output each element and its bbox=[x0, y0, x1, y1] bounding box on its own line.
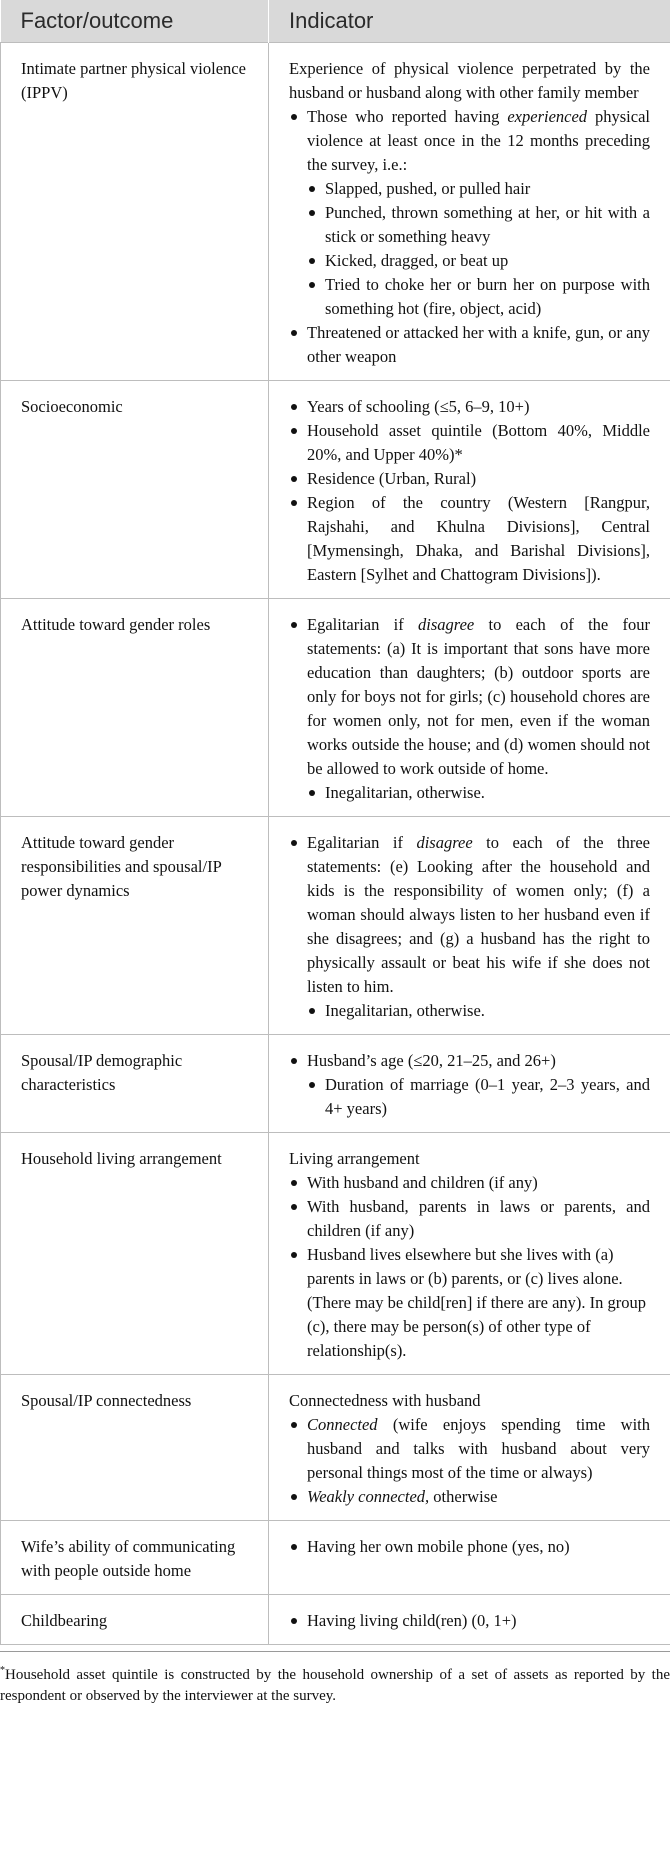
factor-cell: Household living arrangement bbox=[1, 1133, 269, 1375]
factor-cell: Spousal/IP demographic characteristics bbox=[1, 1035, 269, 1133]
table-row bbox=[1, 817, 670, 1035]
sub-bullet-list bbox=[307, 781, 650, 805]
list-item: Husband’s age (≤20, 21–25, and 26+) bbox=[289, 1049, 650, 1073]
bullet-list bbox=[289, 613, 650, 781]
factor-cell: Childbearing bbox=[1, 1595, 269, 1645]
table-row bbox=[1, 43, 670, 381]
header-indicator: Indicator bbox=[269, 0, 670, 43]
list-item: Having living child(ren) (0, 1+) bbox=[289, 1609, 650, 1633]
sub-bullet-list bbox=[307, 177, 650, 321]
table-row bbox=[1, 381, 670, 599]
bullet-list bbox=[289, 1535, 650, 1559]
indicator-cell bbox=[269, 43, 670, 381]
sub-bullet-list bbox=[307, 1073, 650, 1121]
factor-cell: Wife’s ability of communicating with people outside home bbox=[1, 1521, 269, 1595]
list-item: Husband lives elsewhere but she lives with (a) parents in laws or (b) parents, or (c) lives alone. (There may be child[ren] if there are any). In group (c), there may be person(s) of other type of relationship(s). bbox=[289, 1243, 650, 1363]
table-footnote bbox=[0, 1651, 670, 1707]
list-item: With husband and children (if any) bbox=[289, 1171, 650, 1195]
list-item: Kicked, dragged, or beat up bbox=[307, 249, 650, 273]
footnote-text: Household asset quintile is constructed by the household ownership of a set of assets as reported by the respondent or observed by the interviewer at the survey. bbox=[0, 1667, 670, 1704]
bullet-list bbox=[289, 395, 650, 587]
list-item: Residence (Urban, Rural) bbox=[289, 467, 650, 491]
indicator-cell bbox=[269, 1133, 670, 1375]
list-item: With husband, parents in laws or parents, and children (if any) bbox=[289, 1195, 650, 1243]
factor-cell: Attitude toward gender responsibilities and spousal/IP power dynamics bbox=[1, 817, 269, 1035]
indicator-cell bbox=[269, 381, 670, 599]
factor-cell: Spousal/IP connectedness bbox=[1, 1375, 269, 1521]
list-item: Inegalitarian, otherwise. bbox=[307, 999, 650, 1023]
footnote-mark: * bbox=[0, 1665, 5, 1676]
table-row bbox=[1, 1133, 670, 1375]
bullet-list bbox=[289, 831, 650, 999]
list-item: Slapped, pushed, or pulled hair bbox=[307, 177, 650, 201]
indicator-cell bbox=[269, 817, 670, 1035]
factor-cell: Attitude toward gender roles bbox=[1, 599, 269, 817]
factor-cell: Intimate partner physical violence (IPPV) bbox=[1, 43, 269, 381]
indicator-cell bbox=[269, 1375, 670, 1521]
list-item: Egalitarian if disagree to each of the three statements: (e) Looking after the household and kids is the responsibility of women only; (f) a woman should always listen to her husband even if she disagrees; and (g) a husband has the right to physically assault or beat his wife if she does not listen to him. bbox=[289, 831, 650, 999]
bullet-list bbox=[289, 1609, 650, 1633]
table-row bbox=[1, 1375, 670, 1521]
list-item: Inegalitarian, otherwise. bbox=[307, 781, 650, 805]
list-item: Those who reported having experienced physical violence at least once in the 12 months preceding the survey, i.e.: Slapped, pushed, or pulled hair Punched, thrown something at her, or hit with a stick or something heavy Kicked, dragged, or beat up Tried to choke her or burn her on purpose with something hot (fire, object, acid) bbox=[289, 105, 650, 321]
table-row bbox=[1, 1521, 670, 1595]
table-row bbox=[1, 1035, 670, 1133]
list-item: Years of schooling (≤5, 6–9, 10+) bbox=[289, 395, 650, 419]
table-row bbox=[1, 599, 670, 817]
header-factor-outcome: Factor/outcome bbox=[1, 0, 269, 43]
sub-bullet-list bbox=[307, 999, 650, 1023]
indicator-cell bbox=[269, 599, 670, 817]
indicator-cell bbox=[269, 1521, 670, 1595]
indicator-intro: Experience of physical violence perpetrated by the husband or husband along with other family member bbox=[289, 59, 650, 102]
indicator-cell bbox=[269, 1595, 670, 1645]
list-item: Having her own mobile phone (yes, no) bbox=[289, 1535, 650, 1559]
indicator-intro: Living arrangement bbox=[289, 1149, 420, 1168]
list-item: Duration of marriage (0–1 year, 2–3 years, and 4+ years) bbox=[307, 1073, 650, 1121]
bullet-list bbox=[289, 1171, 650, 1363]
list-item: Egalitarian if disagree to each of the four statements: (a) It is important that sons have more education than daughters; (b) outdoor sports are only for boys not for girls; (c) household chores are for women only, not for men, even if the woman works outside the house; and (d) women should not be allowed to work outside of home. bbox=[289, 613, 650, 781]
table-header-row bbox=[1, 0, 670, 43]
factor-cell: Socioeconomic bbox=[1, 381, 269, 599]
bullet-list bbox=[289, 1413, 650, 1509]
indicator-intro: Connectedness with husband bbox=[289, 1391, 481, 1410]
list-item: Household asset quintile (Bottom 40%, Middle 20%, and Upper 40%)* bbox=[289, 419, 650, 467]
indicator-cell bbox=[269, 1035, 670, 1133]
list-item: Tried to choke her or burn her on purpose with something hot (fire, object, acid) bbox=[307, 273, 650, 321]
list-item: Punched, thrown something at her, or hit with a stick or something heavy bbox=[307, 201, 650, 249]
list-item: Region of the country (Western [Rangpur, Rajshahi, and Khulna Divisions], Central [Mymensingh, Dhaka, and Barishal Divisions], Eastern [Sylhet and Chattogram Divisions]). bbox=[289, 491, 650, 587]
table-row bbox=[1, 1595, 670, 1645]
list-item: Connected (wife enjoys spending time with husband and talks with husband about very personal things most of the time or always) bbox=[289, 1413, 650, 1485]
list-item: Weakly connected, otherwise bbox=[289, 1485, 650, 1509]
bullet-list bbox=[289, 105, 650, 369]
bullet-list bbox=[289, 1049, 650, 1073]
list-item: Threatened or attacked her with a knife, gun, or any other weapon bbox=[289, 321, 650, 369]
